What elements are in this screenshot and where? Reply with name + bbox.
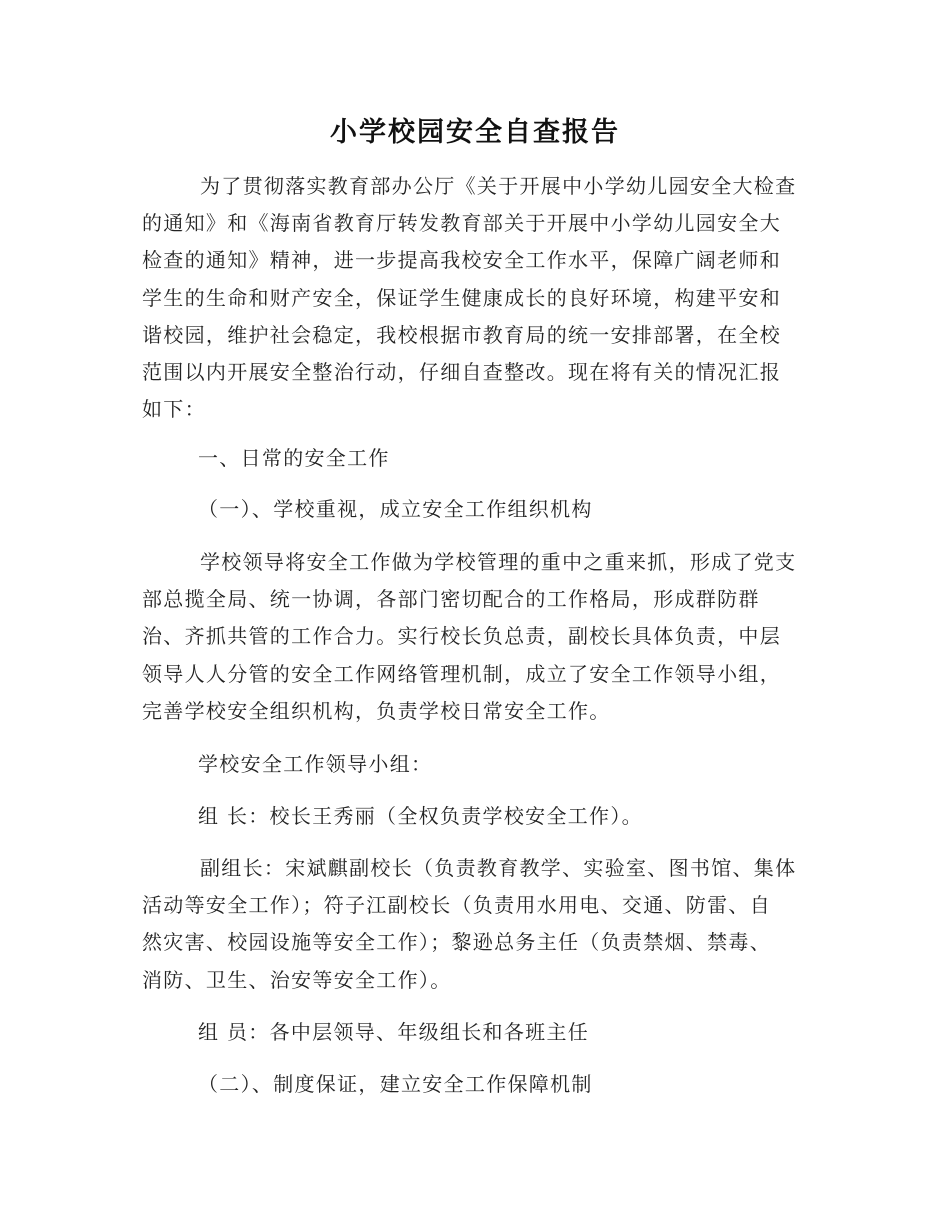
section-heading-daily-safety: 一、日常的安全工作: [198, 446, 390, 470]
group-leader-line: 组 长：校长王秀丽（全权负责学校安全工作）。: [198, 804, 643, 828]
subsection-heading-organization: （一）、学校重视，成立安全工作组织机构: [198, 497, 593, 521]
deputy-leaders-paragraph: 副组长：宋斌麒副校长（负责教育教学、实验室、图书馆、集体 活动等安全工作）；符子江副校长（负责用水用电、交通、防雷、自 然灾害、校园设施等安全工作）；黎逊总务主任（负责禁烟、禁毒、 消防、卫生、治安等安全工作）。: [142, 856, 797, 992]
organization-paragraph: 学校领导将安全工作做为学校管理的重中之重来抓，形成了党支 部总揽全局、统一协调，各部门密切配合的工作格局，形成群防群 治、齐抓共管的工作合力。实行校长负总责，副校长具体负责，中层 领导人人分管的安全工作网络管理机制，成立了安全工作领导小组， 完善学校安全组织机构，负责学校日常安全工作。: [142, 550, 797, 723]
group-members-line: 组 员：各中层领导、年级组长和各班主任: [198, 1020, 590, 1044]
intro-paragraph: 为了贯彻落实教育部办公厅《关于开展中小学幼儿园安全大检查 的通知》和《海南省教育厅转发教育部关于开展中小学幼儿园安全大 检查的通知》精神，进一步提高我校安全工作水平，保障广阔老师和 学生的生命和财产安全，保证学生健康成长的良好环境，构建平安和 谐校园，维护社会稳定，我校根据市教育局的统一安排部署，在全校 范围以内开展安全整治行动，仔细自查整改。现在将有关的情况汇报 如下：: [142, 174, 797, 422]
leadership-group-label: 学校安全工作领导小组：: [198, 752, 433, 776]
subsection-heading-system-guarantee: （二）、制度保证，建立安全工作保障机制: [198, 1072, 593, 1096]
document-title: 小学校园安全自查报告: [330, 117, 620, 148]
